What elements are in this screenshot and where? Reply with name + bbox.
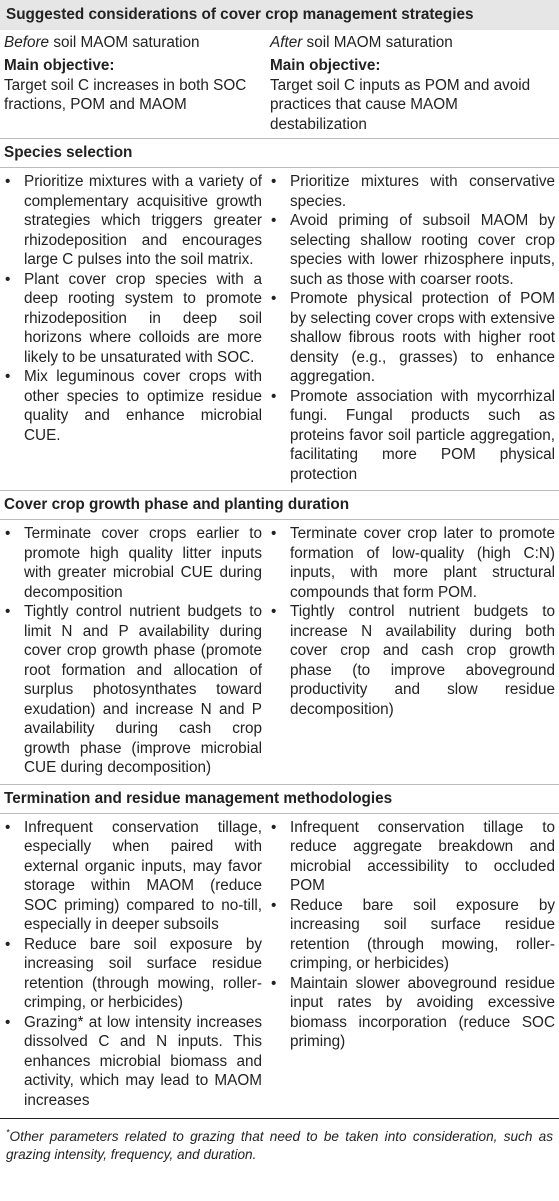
section-body bbox=[0, 168, 559, 491]
list-item: • Avoid priming of subsoil MAOM by selecting shallow rooting cover crop species with lower rhizosphere inputs, such as those with coarser roots. bbox=[270, 211, 555, 289]
list-item: • Prioritize mixtures with a variety of complementary acquisitive growth strategies which triggers greater rhizodeposition and encourages large C pulses into the soil matrix. bbox=[4, 172, 262, 270]
after-column-header: After soil MAOM saturation bbox=[270, 34, 453, 51]
section-body bbox=[0, 520, 559, 785]
section-title: Termination and residue management methodologies bbox=[0, 785, 559, 814]
section-title: Species selection bbox=[0, 139, 559, 168]
before-column-header: Before soil MAOM saturation bbox=[4, 34, 200, 51]
footnote-mark: * bbox=[6, 1127, 10, 1138]
list-item: • Infrequent conservation tillage to reduce aggregate breakdown and microbial accessibility to occluded POM bbox=[270, 818, 555, 896]
list-item: • Terminate cover crops earlier to promote high quality litter inputs with greater microbial CUE during decomposition bbox=[4, 524, 262, 602]
column-headers bbox=[0, 30, 559, 56]
section-title: Cover crop growth phase and planting duration bbox=[0, 491, 559, 520]
list-item: • Tightly control nutrient budgets to limit N and P availability during cover crop growth phase (promote root formation and allocation of surplus photosynthates toward exudation) and increase N and P availability during cash crop growth phase (improve microbial CUE during decomposition) bbox=[4, 602, 262, 778]
list-item: • Grazing* at low intensity increases dissolved C and N inputs. This enhances microbial biomass and activity, which may lead to MAOM increases bbox=[4, 1013, 262, 1111]
list-item: • Tightly control nutrient budgets to increase N availability during both cover crop and cash crop growth phase (to improve aboveground productivity and slow residue decomposition) bbox=[270, 602, 555, 719]
list-item: • Reduce bare soil exposure by increasing soil surface residue retention (through mowing, roller-crimping, or herbicides) bbox=[4, 935, 262, 1013]
list-item: • Promote association with mycorrhizal fungi. Fungal products such as proteins favor soil particle aggregation, facilitating more POM physical protection bbox=[270, 387, 555, 485]
after-list bbox=[270, 818, 555, 1052]
list-item: • Plant cover crop species with a deep rooting system to promote rhizodeposition in deep soil horizons where colloids are more likely to be unsaturated with SOC. bbox=[4, 270, 262, 368]
footnote-text: Other parameters related to grazing that need to be taken into consideration, such as grazing intensity, frequency, and duration. bbox=[6, 1129, 553, 1162]
before-list bbox=[4, 524, 262, 778]
before-list bbox=[4, 172, 262, 445]
objective-row bbox=[0, 56, 559, 139]
table-title: Suggested considerations of cover crop management strategies bbox=[0, 0, 559, 30]
after-list bbox=[270, 172, 555, 484]
after-objective: Main objective: Target soil C inputs as POM and avoid practices that cause MAOM destabilization bbox=[270, 57, 531, 133]
list-item: • Mix leguminous cover crops with other species to optimize residue quality and enhance microbial CUE. bbox=[4, 367, 262, 445]
section-body bbox=[0, 814, 559, 1120]
list-item: • Prioritize mixtures with conservative species. bbox=[270, 172, 555, 211]
list-item: • Infrequent conservation tillage, especially when paired with external organic inputs, may favor storage within MAOM (reduce SOC priming) compared to no-till, especially in deeper subsoils bbox=[4, 818, 262, 935]
before-list bbox=[4, 818, 262, 1111]
table-footnote bbox=[0, 1119, 559, 1164]
list-item: • Terminate cover crop later to promote formation of low-quality (high C:N) inputs, with more plant structural compounds that form POM. bbox=[270, 524, 555, 602]
list-item: • Reduce bare soil exposure by increasing soil surface residue retention (through mowing, roller-crimping, or herbicides) bbox=[270, 896, 555, 974]
before-objective: Main objective: Target soil C increases in both SOC fractions, POM and MAOM bbox=[4, 57, 247, 113]
list-item: • Promote physical protection of POM by selecting cover crops with extensive shallow fibrous roots with higher root density (e.g., grasses) to enhance aggregation. bbox=[270, 289, 555, 387]
after-list bbox=[270, 524, 555, 719]
list-item: • Maintain slower aboveground residue input rates by avoiding excessive biomass incorporation (reduce SOC priming) bbox=[270, 974, 555, 1052]
